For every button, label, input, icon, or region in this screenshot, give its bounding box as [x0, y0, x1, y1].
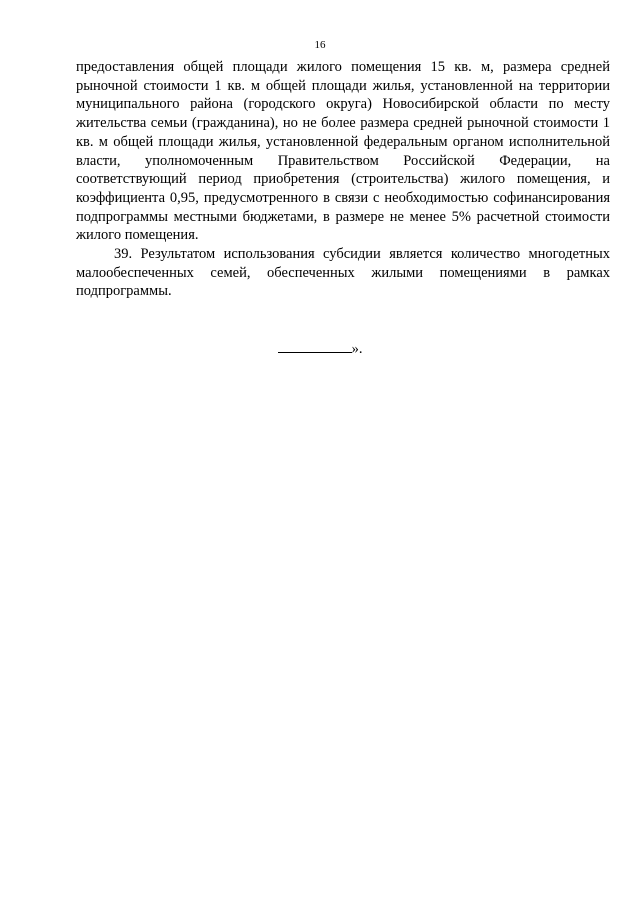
- paragraph-39: 39. Результатом использования субсидии является количество многодетных малообеспеченных семей, обеспеченных жилыми помещениями в рамках подпрограммы.: [76, 246, 610, 300]
- document-body: [76, 58, 610, 301]
- page-number: 16: [314, 39, 326, 51]
- closing-line: [0, 339, 640, 358]
- paragraph-continuation: предоставления общей площади жилого помещения 15 кв. м, размера средней рыночной стоимости 1 кв. м общей площади жилья, установленной на территории муниципального района (городского округа) Новосибирской области по месту жительства семьи (гражданина), но не более размера средней рыночной стоимости 1 кв. м общей площади жилья, установленной федеральным органом исполнительной власти, уполномоченным Правительством Российской Федерации, на соответствующий период приобретения (строительства) жилого помещения, и коэффициента 0,95, предусмотренного в связи с необходимостью софинансирования подпрограммы местными бюджетами, в размере не менее 5% расчетной стоимости жилого помещения.: [76, 59, 610, 244]
- closing-quote-mark: ».: [351, 341, 363, 357]
- signature-underline: [278, 339, 352, 353]
